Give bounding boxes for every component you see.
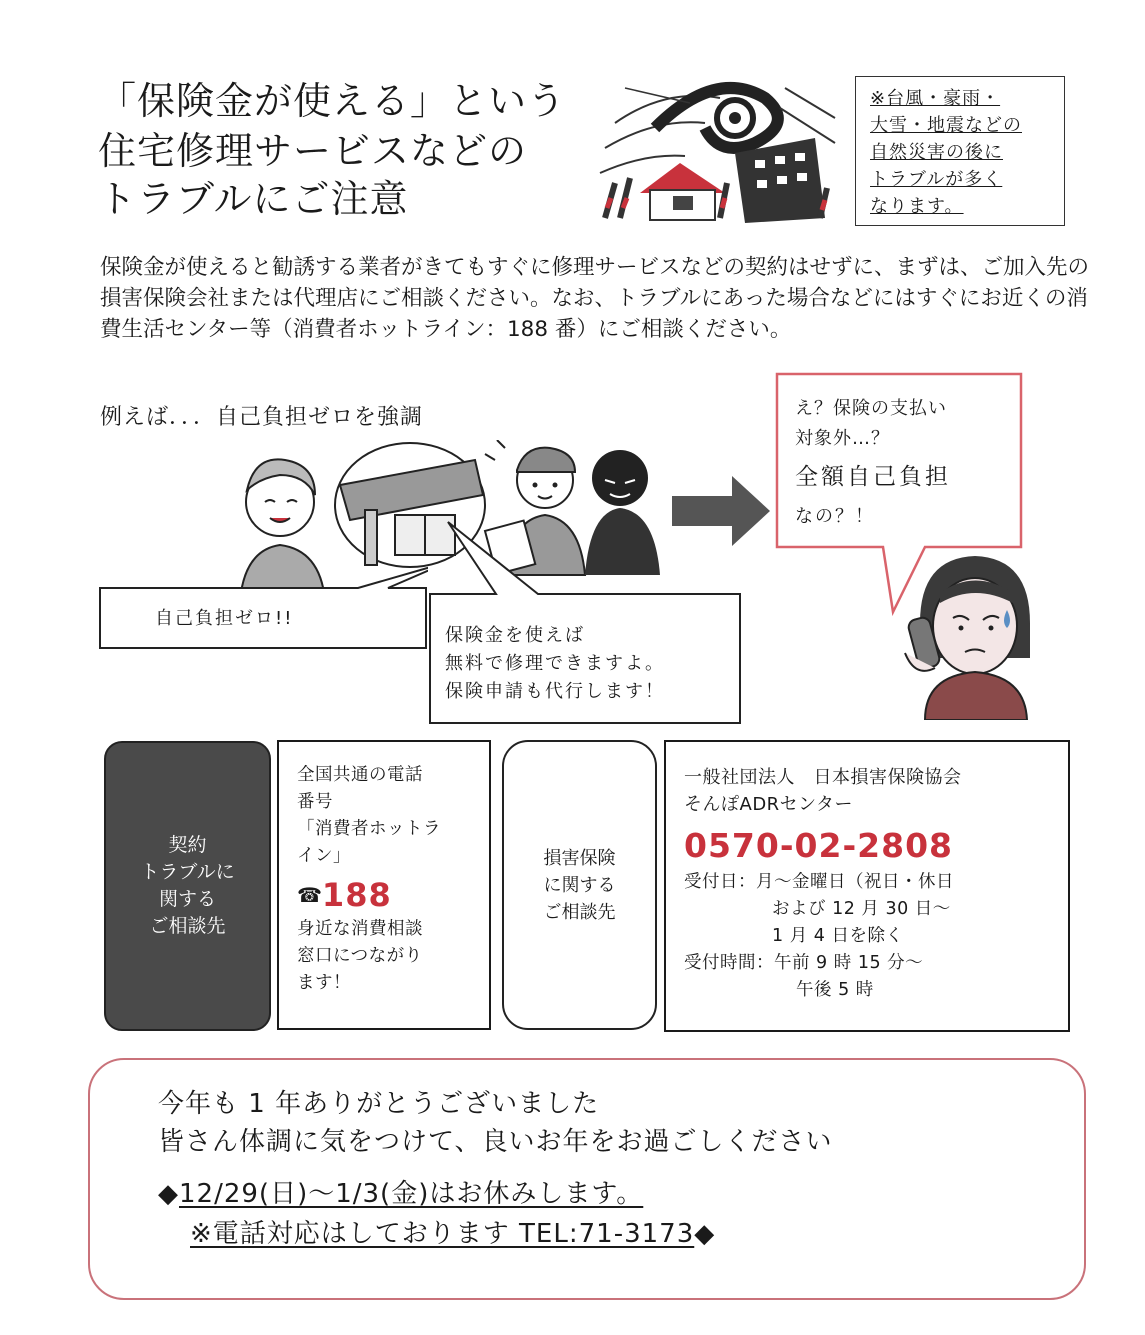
contractor-bubble-text bbox=[445, 622, 665, 706]
footer-phone-note: ※電話対応はしております TEL:71-3173 bbox=[190, 1219, 695, 1249]
footer-thanks: 今年も 1 年ありがとうございました bbox=[158, 1089, 600, 1119]
adr-hours: 午後 5 時 bbox=[796, 980, 874, 1000]
victim-line-3: 全額自己負担 bbox=[795, 464, 951, 490]
storm-illustration bbox=[595, 68, 840, 228]
adr-org: そんぽADRセンター bbox=[684, 794, 853, 815]
hotline-number[interactable]: 188 bbox=[321, 876, 392, 914]
adr-hours: 1 月 4 日を除く bbox=[772, 926, 904, 946]
label-line: 契約 bbox=[168, 834, 207, 856]
hotline-desc: ます！ bbox=[297, 973, 351, 993]
adr-org: 一般社団法人 日本損害保険協会 bbox=[684, 767, 962, 788]
notice-line: なります。 bbox=[870, 196, 964, 217]
title-line-3: トラブルにご注意 bbox=[98, 177, 409, 221]
worried-woman-illustration bbox=[895, 548, 1040, 720]
hotline-line: 番号 bbox=[297, 792, 333, 812]
hotline-desc: 身近な消費相談 bbox=[297, 919, 423, 939]
insurance-label bbox=[502, 845, 657, 926]
diamond-icon: ◆ bbox=[158, 1179, 179, 1209]
adr-hours: 受付日：月～金曜日（祝日・休日 bbox=[684, 872, 954, 892]
label-line: 関する bbox=[158, 888, 216, 910]
title-line-1: 「保険金が使える」という bbox=[98, 79, 567, 123]
diamond-icon: ◆ bbox=[694, 1219, 716, 1249]
telephone-icon: ☎ bbox=[297, 883, 322, 907]
contractor-line: 無料で修理できますよ。 bbox=[445, 653, 665, 674]
hotline-line: 「消費者ホットラ bbox=[297, 819, 441, 839]
footer-holiday: 12/29(日)～1/3(金)はお休みします。 bbox=[179, 1179, 644, 1209]
footer-holiday-row bbox=[158, 1173, 643, 1210]
adr-hours: 受付時間：午前 9 時 15 分～ bbox=[684, 953, 924, 973]
zero-bubble-text: 自己負担ゼロ!! bbox=[155, 608, 294, 629]
hotline-desc: 窓口につながり bbox=[297, 946, 423, 966]
adr-hours: および 12 月 30 日～ bbox=[772, 899, 951, 919]
example-heading: 例えば．．．自己負担ゼロを強調 bbox=[100, 405, 424, 430]
footer-phone-row bbox=[190, 1213, 715, 1250]
notice-line: ※台風・豪雨・ bbox=[870, 88, 1001, 109]
title-line-2: 住宅修理サービスなどの bbox=[98, 129, 528, 173]
hotline-number-row bbox=[297, 876, 489, 916]
notice-line: 自然災害の後に bbox=[870, 142, 1003, 163]
label-line: ご相談先 bbox=[543, 902, 616, 923]
hotline-box bbox=[277, 740, 491, 1030]
hotline-line: イン」 bbox=[297, 846, 351, 866]
hotline-line: 全国共通の電話 bbox=[297, 765, 423, 785]
notice-line: 大雪・地震などの bbox=[870, 115, 1022, 136]
victim-line-2: 対象外…？ bbox=[795, 428, 890, 449]
intro-paragraph: 保険金が使えると勧誘する業者がきてもすぐに修理サービスなどの契約はせずに、まずは、ご加入先の損害保険会社または代理店にご相談ください。なお、トラブルにあった場合などにはすぐにお近くの消費生活センター等（消費者ホットライン：188 番）にご相談ください。 bbox=[100, 255, 1090, 342]
label-line: 損害保険 bbox=[543, 848, 616, 869]
victim-line-1: え？保険の支払い bbox=[795, 398, 947, 419]
adr-box bbox=[664, 740, 1070, 1032]
adr-phone-number[interactable]: 0570-02-2808 bbox=[684, 826, 954, 865]
label-line: トラブルに bbox=[140, 861, 235, 883]
label-line: に関する bbox=[543, 875, 616, 896]
victim-line-4: なの？！ bbox=[795, 506, 875, 527]
disaster-notice-box bbox=[855, 76, 1065, 226]
notice-line: トラブルが多く bbox=[870, 169, 1003, 190]
label-line: ご相談先 bbox=[149, 915, 226, 937]
contract-trouble-label bbox=[104, 832, 271, 940]
contractor-line: 保険金を使えば bbox=[445, 625, 585, 646]
contractor-line: 保険申請も代行します！ bbox=[445, 681, 665, 702]
footer-wishes: 皆さん体調に気をつけて、良いお年をお過ごしください bbox=[158, 1127, 833, 1157]
